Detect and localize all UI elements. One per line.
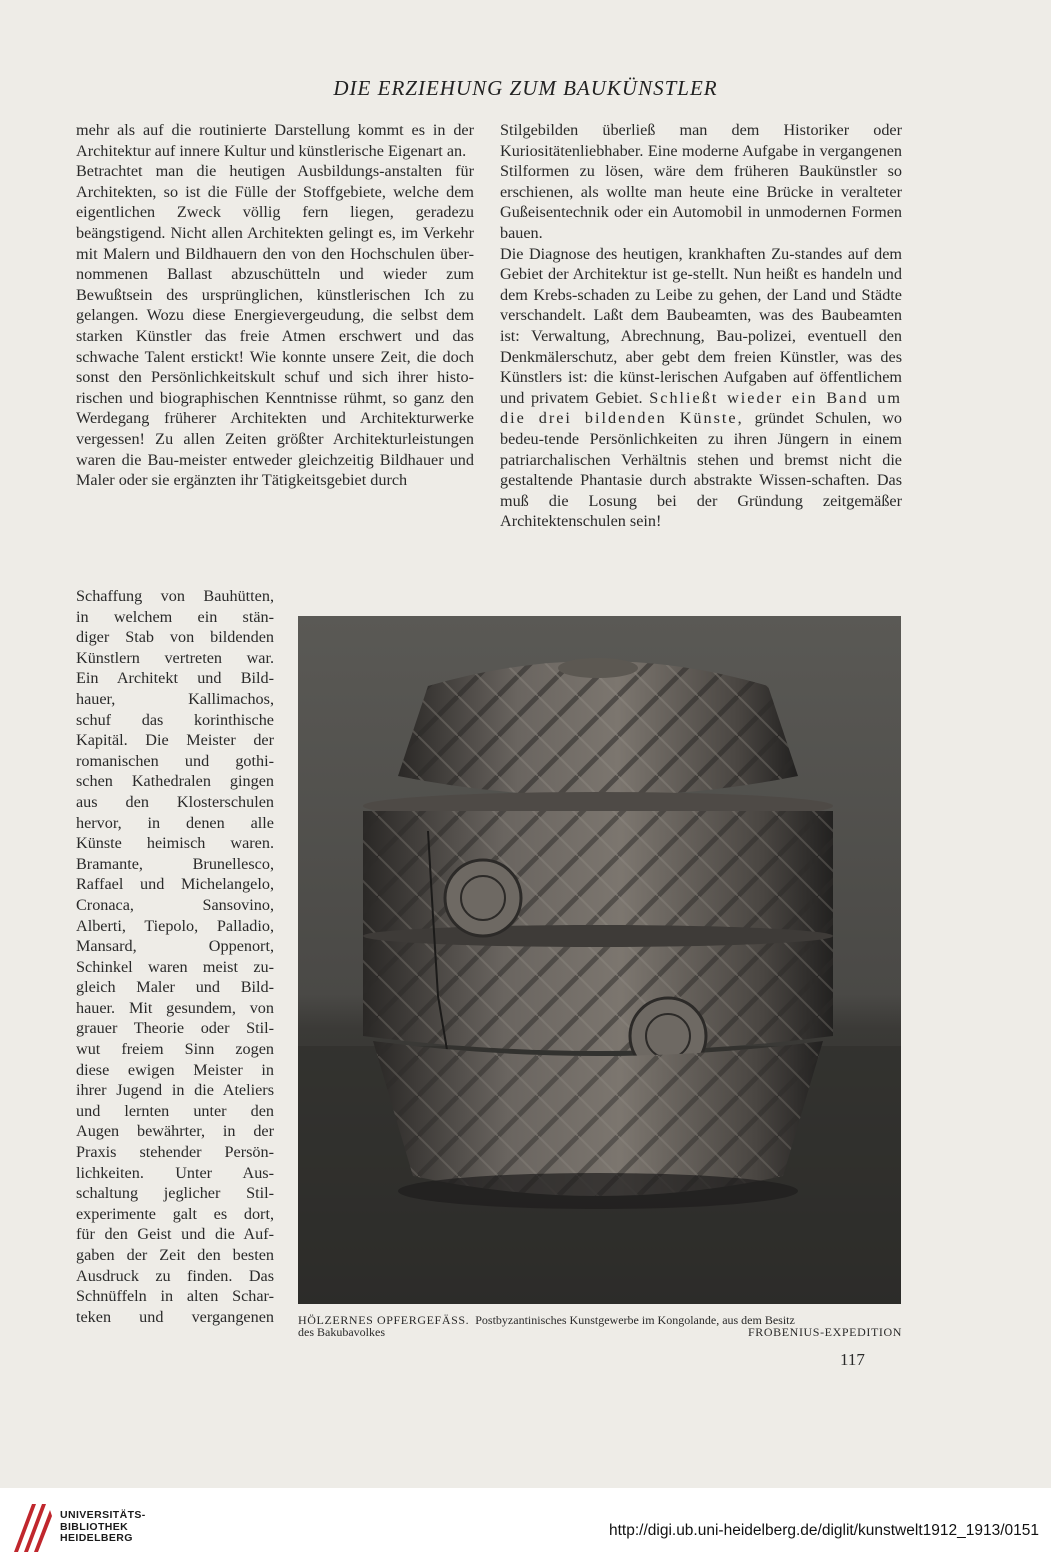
text-line: Kapitäl. Die Meister der [76, 731, 274, 750]
caption-line-2: des Bakubavolkes [298, 1325, 385, 1339]
vessel-illustration [298, 616, 901, 1304]
text-line: diger Stab von bildenden [76, 628, 274, 647]
paragraph-text: Die Diagnose des heutigen, krankhaften Zu-standes auf dem Gebiet der Architektur ist ge-stellt. Nun heißt es handeln und dem Krebs-schaden zu Leibe zu gehen, der Land und Städte verschandelt. Laßt dem Baubeamten, was des Baubeamten ist: Verwaltung, Abrechnung, Bau-polizei, eventuell den Denkmälerschutz, aber gebt dem freien Künstler, was des Künstlers ist: die künst-lerischen Aufgaben auf öffentlichem und privatem Gebiet. [500, 244, 902, 407]
left-column [76, 120, 474, 491]
source-url-link[interactable]: http://digi.ub.uni-heidelberg.de/diglit/kunstwelt1912_1913/0151 [608, 1522, 1039, 1539]
paragraph: mehr als auf die routinierte Darstellung kommt es in der Architektur auf innere Kultur und künstlerische Eigenart an. [76, 121, 474, 160]
library-line: BIBLIOTHEK [60, 1520, 129, 1533]
text-line: Mansard, Oppenort, [76, 937, 274, 956]
paragraph-text: gründet Schulen, wo bedeu-tende Persönlichkeiten zu ihren Jüngern in einem patriarchalischen Verhältnis stehen und bremst nicht die gestaltende Phantasie durch abstrakte Wissen-schaften. Das muß die Losung bei der Gründung zeitgemäßer Architektenschulen sein! [500, 409, 902, 531]
text-line: und lernten unter den [76, 1101, 274, 1120]
text-line: Alberti, Tiepolo, Palladio, [76, 916, 274, 935]
vessel-shadow [398, 1173, 798, 1209]
figure-caption [298, 1314, 902, 1338]
text-line: Ein Architekt und Bild- [76, 669, 274, 688]
text-line: gleich Maler und Bild- [76, 978, 274, 997]
text-line: schaltung jeglicher Stil- [76, 1184, 274, 1203]
text-line: hauer, Kallimachos, [76, 689, 274, 708]
caption-credit: FROBENIUS-EXPEDITION [748, 1325, 902, 1339]
spaced-emphasis: Schließt wieder ein Band um die drei bildenden Künste, [500, 388, 902, 428]
paragraph: Stilgebilden überließ man dem Historiker oder Kuriositätenliebhaber. Eine moderne Aufgabe in vergangenen Stilformen zu lösen, wäre dem früheren Baukünstler so erschienen, als wollte man heute eine Brücke in veralteter Gußeisentechnik oder ein Automobil in unmodernen Formen bauen. [500, 121, 902, 242]
text-line: hauer. Mit gesundem, von [76, 998, 274, 1017]
text-line: experimente galt es dort, [76, 1204, 274, 1223]
text-line: Ausdruck zu finden. Das [76, 1266, 274, 1285]
text-line: lichkeiten. Unter Aus- [76, 1163, 274, 1182]
text-line: Augen bewährter, in der [76, 1122, 274, 1141]
text-line: Schaffung von Bauhütten, [76, 587, 274, 605]
photograph-wooden-vessel [298, 616, 901, 1304]
text-line: diese ewigen Meister in [76, 1060, 274, 1079]
sun-medallion [445, 860, 521, 936]
caption-title: HÖLZERNES OPFERGEFÄSS. [298, 1313, 470, 1327]
paragraph: Betrachtet man die heutigen Ausbildungs-anstalten für Architekten, so ist die Fülle der Stoffgebiete, welche dem eigentlichen Zweck völlig fern liegen, geradezu beängstigend. Nicht allen Architekten gelingt es, im Verkehr mit Malern und Bildhauern den von den Hochschulen über-nommenen Ballast abzuschütteln und wieder zum Bewußtsein des ursprünglichen, künstlerischen Ich zu gelangen. Wozu diese Energievergeudung, die selbst dem starken Künstler das freie Atmen erschwert und das schwache Talent erstickt! Wie konnte unsere Zeit, die doch sonst den Persönlichkeitskult schuf und sich ihrer histo-rischen und biographischen Kenntnisse rühmt, so ganz den Werdegang früherer Architekten und Architekturwerke vergessen! Zu allen Zeiten größter Architekturleistungen waren die Bau-meister entweder gleichzeitig Bildhauer und Maler oder sie ergänzten ihr Tätigkeitsgebiet durch [76, 162, 474, 490]
text-line: Künste heimisch waren. [76, 834, 274, 853]
text-line: für den Geist und die Auf- [76, 1225, 274, 1244]
text-line: schen Kathedralen gingen [76, 772, 274, 791]
text-line: Praxis stehender Persön- [76, 1143, 274, 1162]
paragraph [500, 244, 902, 532]
narrow-column [76, 586, 274, 1327]
text-line: Schnüffeln in alten Schar- [76, 1287, 274, 1306]
text-line: in welchem ein stän- [76, 607, 274, 626]
text-line: gaben der Zeit den besten [76, 1246, 274, 1264]
text-line: wut freiem Sinn zogen [76, 1040, 274, 1059]
library-name [60, 1510, 146, 1545]
library-line: UNIVERSITÄTS- [60, 1509, 146, 1521]
text-line: teken und vergangenen [76, 1307, 274, 1326]
text-line: ihrer Jugend in die Ateliers [76, 1081, 274, 1100]
page-number: 117 [840, 1350, 865, 1369]
text-line: hervor, in denen alle [76, 813, 274, 832]
text-line: Cronaca, Sansovino, [76, 895, 274, 914]
footer-bar [0, 1488, 1051, 1565]
text-line: aus den Klosterschulen [76, 792, 274, 811]
running-title: DIE ERZIEHUNG ZUM BAUKÜNSTLER [333, 76, 718, 100]
text-line: Bramante, Brunellesco, [76, 854, 274, 873]
text-line: Raffael und Michelangelo, [76, 875, 274, 894]
text-line: romanischen und gothi- [76, 751, 274, 770]
text-line: Künstlern vertreten war. [76, 648, 274, 667]
caption-text: Postbyzantinisches Kunstgewerbe im Kongolande, aus dem Besitz [475, 1313, 795, 1327]
university-library-logo-icon [12, 1502, 52, 1554]
text-line: grauer Theorie oder Stil- [76, 1019, 274, 1038]
text-line: schuf das korinthische [76, 710, 274, 729]
right-column [500, 120, 902, 532]
library-line: HEIDELBERG [60, 1532, 133, 1544]
lid-knob [558, 658, 638, 678]
text-line: Schinkel waren meist zu- [76, 957, 274, 976]
